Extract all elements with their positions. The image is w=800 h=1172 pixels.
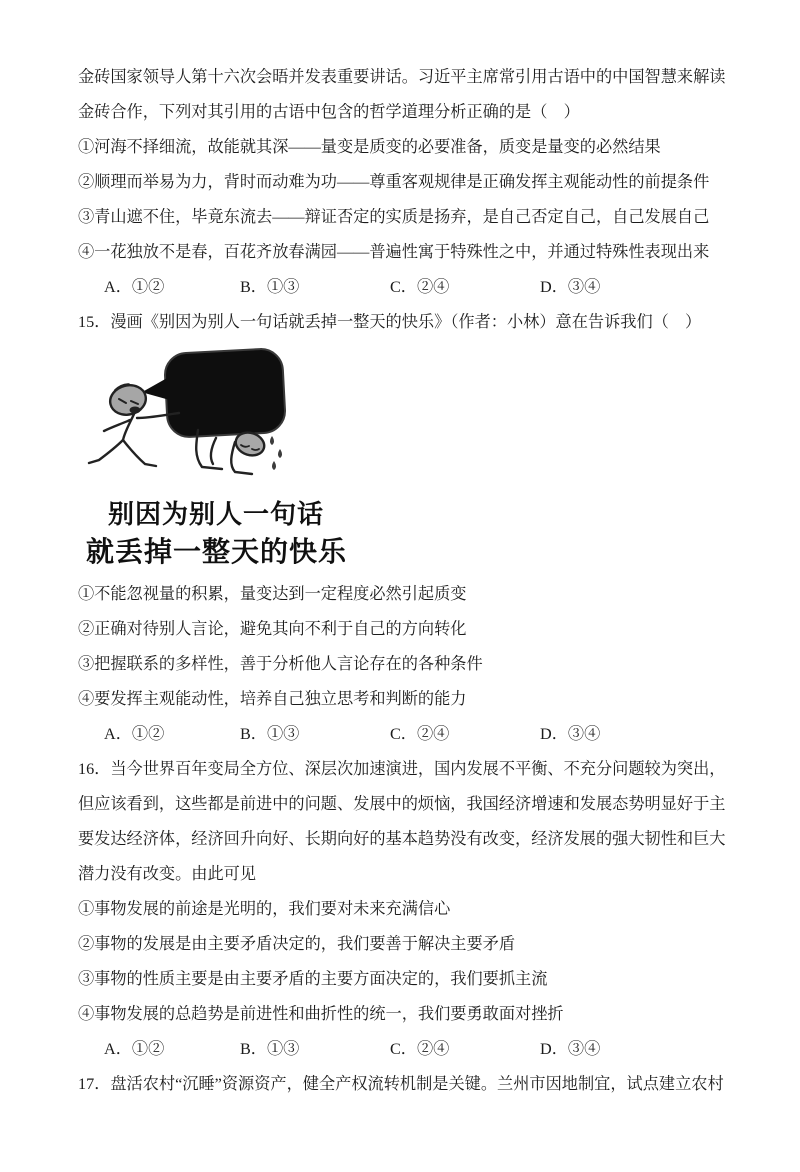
q15-stem: 15．漫画《别因为别人一句话就丢掉一整天的快乐》（作者：小林）意在告诉我们（ ）	[78, 313, 702, 331]
q14-stem-line-2: 金砖合作，下列对其引用的古语中包含的哲学道理分析正确的是（ ）	[78, 103, 580, 121]
q16-statement-2: ②事物的发展是由主要矛盾决定的，我们要善于解决主要矛盾	[78, 934, 516, 953]
q16-statement-4: ④事物发展的总趋势是前进性和曲折性的统一，我们要勇敢面对挫折	[78, 1004, 564, 1023]
q16-stem-line-3: 要发达经济体，经济回升向好、长期向好的基本趋势没有改变，经济发展的强大韧性和巨大	[78, 829, 726, 848]
q15-options-row	[78, 717, 778, 752]
q14-statement-4: ④一花独放不是春，百花齐放春满园——普遍性寓于特殊性之中，并通过特殊性表现出来	[78, 243, 710, 261]
q16-option-c: C．②④	[390, 1039, 450, 1058]
q16-statement-1: ①事物发展的前途是光明的，我们要对未来充满信心	[78, 899, 451, 918]
q14-statement-3: ③青山遮不住，毕竟东流去——辩证否定的实质是扬弃，是自己否定自己，自己发展自己	[78, 208, 710, 226]
q14-statement-2: ②顺理而举易为力，背时而动难为功——尊重客观规律是正确发挥主观能动性的前提条件	[78, 173, 710, 191]
q14-stem-line-1: 金砖国家领导人第十六次会晤并发表重要讲话。习近平主席常引用古语中的中国智慧来解读	[78, 68, 726, 86]
speech-bubble-shape	[140, 348, 286, 439]
q16-option-b: B．①③	[240, 1039, 300, 1058]
q14-option-c: C．②④	[390, 278, 450, 296]
q17-stem: 17．盘活农村“沉睡”资源资产，健全产权流转机制是关键。兰州市因地制宜，试点建立农村	[78, 1074, 724, 1093]
q16-statement-3: ③事物的性质主要是由主要矛盾的主要方面决定的，我们要抓主流	[78, 969, 548, 988]
cartoon-caption-line-2: 就丢掉一整天的快乐	[86, 535, 348, 569]
cartoon-illustration	[84, 348, 346, 488]
q15-statement-3: ③把握联系的多样性，善于分析他人言论存在的各种条件	[78, 654, 483, 673]
q14-statement-1: ①河海不择细流，故能就其深——量变是质变的必要准备，质变是量变的必然结果	[78, 138, 661, 156]
q16-stem-line-4: 潜力没有改变。由此可见	[78, 864, 257, 883]
q15-statement-4: ④要发挥主观能动性，培养自己独立思考和判断的能力	[78, 689, 467, 708]
q16-stem-line-2: 但应该看到，这些都是前进中的问题、发展中的烦恼，我国经济增速和发展态势明显好于主	[78, 794, 726, 813]
q14-option-a: A．①②	[104, 278, 165, 296]
cartoon-caption-line-1: 别因为别人一句话	[108, 500, 325, 530]
q15-option-a: A．①②	[104, 724, 165, 743]
q15-cartoon-figure	[84, 348, 354, 571]
tear-drops	[270, 436, 282, 470]
q15-statement-2: ②正确对待别人言论，避免其向不利于自己的方向转化	[78, 619, 467, 638]
q14-option-d: D．③④	[540, 278, 601, 296]
q16-options-row	[78, 1032, 778, 1067]
q16-option-a: A．①②	[104, 1039, 165, 1058]
q16-option-d: D．③④	[540, 1039, 601, 1058]
exam-content	[78, 60, 778, 1102]
q15-option-d: D．③④	[540, 724, 601, 743]
q15-statement-1: ①不能忽视量的积累，量变达到一定程度必然引起质变	[78, 584, 467, 603]
q15-option-c: C．②④	[390, 724, 450, 743]
q14-options-row	[78, 270, 778, 305]
cartoon-caption	[84, 498, 354, 571]
q14-option-b: B．①③	[240, 278, 300, 296]
q15-option-b: B．①③	[240, 724, 300, 743]
q16-stem-line-1: 16．当今世界百年变局全方位、深层次加速演进，国内发展不平衡、不充分问题较为突出，	[78, 759, 726, 778]
